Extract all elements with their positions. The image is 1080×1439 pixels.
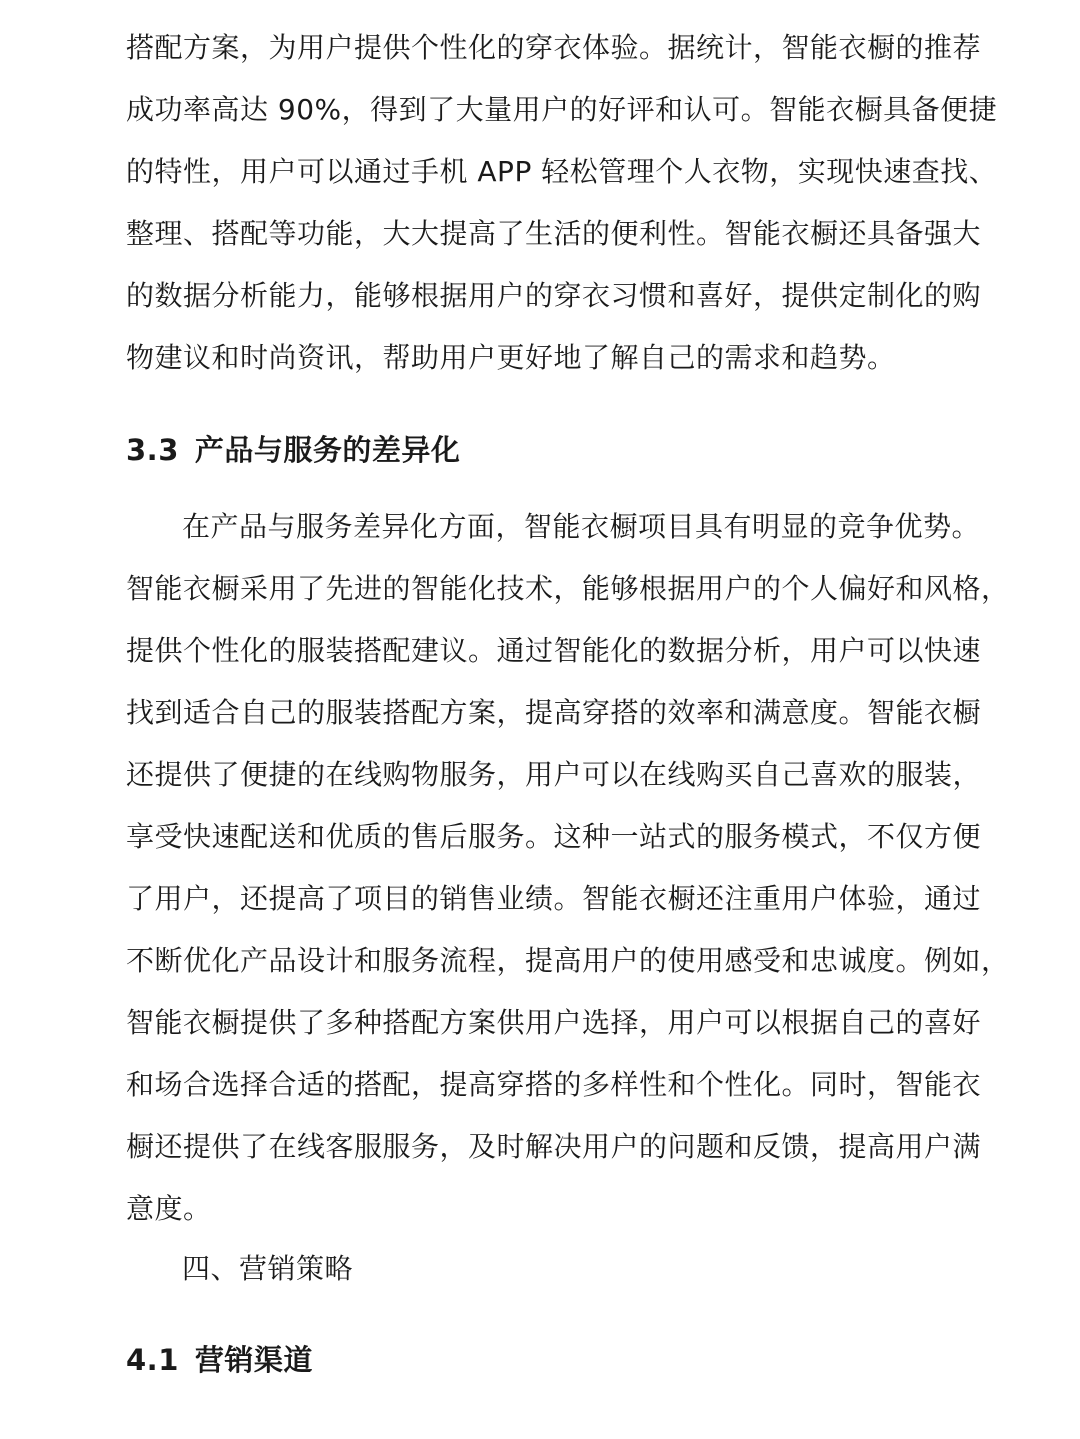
section-heading-4-1	[126, 1340, 313, 1380]
paragraph-line: 找到适合自己的服装搭配方案，提高穿搭的效率和满意度。智能衣橱	[126, 696, 982, 729]
paragraph-line: 意度。	[126, 1192, 212, 1225]
section-title: 营销渠道	[194, 1343, 313, 1377]
paragraph-line: 成功率高达 90%，得到了大量用户的好评和认可。智能衣橱具备便捷	[126, 93, 998, 126]
section-title: 产品与服务的差异化	[194, 433, 461, 467]
section-number: 4.1	[126, 1343, 179, 1377]
paragraph-line: 搭配方案，为用户提供个性化的穿衣体验。据统计，智能衣橱的推荐	[126, 31, 982, 64]
paragraph-line: 整理、搭配等功能，大大提高了生活的便利性。智能衣橱还具备强大	[126, 217, 982, 250]
paragraph-line: 在产品与服务差异化方面，智能衣橱项目具有明显的竞争优势。	[182, 510, 981, 543]
paragraph-line: 智能衣橱采用了先进的智能化技术，能够根据用户的个人偏好和风格，	[126, 572, 1010, 605]
paragraph-line: 智能衣橱提供了多种搭配方案供用户选择，用户可以根据自己的喜好	[126, 1006, 982, 1039]
paragraph-line: 还提供了便捷的在线购物服务，用户可以在线购买自己喜欢的服装，	[126, 758, 982, 791]
paragraph-line: 享受快速配送和优质的售后服务。这种一站式的服务模式，不仅方便	[126, 820, 982, 853]
paragraph-line: 物建议和时尚资讯，帮助用户更好地了解自己的需求和趋势。	[126, 341, 896, 374]
chapter-heading-4: 四、营销策略	[182, 1252, 354, 1285]
paragraph-line: 的特性，用户可以通过手机 APP 轻松管理个人衣物，实现快速查找、	[126, 155, 998, 188]
paragraph-line: 橱还提供了在线客服服务，及时解决用户的问题和反馈，提高用户满	[126, 1130, 982, 1163]
section-heading-3-3	[126, 430, 460, 470]
paragraph-line: 提供个性化的服装搭配建议。通过智能化的数据分析，用户可以快速	[126, 634, 982, 667]
paragraph-line: 了用户，还提高了项目的销售业绩。智能衣橱还注重用户体验，通过	[126, 882, 982, 915]
section-number: 3.3	[126, 433, 179, 467]
paragraph-line: 的数据分析能力，能够根据用户的穿衣习惯和喜好，提供定制化的购	[126, 279, 982, 312]
paragraph-line: 和场合选择合适的搭配，提高穿搭的多样性和个性化。同时，智能衣	[126, 1068, 982, 1101]
paragraph-line: 不断优化产品设计和服务流程，提高用户的使用感受和忠诚度。例如，	[126, 944, 1010, 977]
